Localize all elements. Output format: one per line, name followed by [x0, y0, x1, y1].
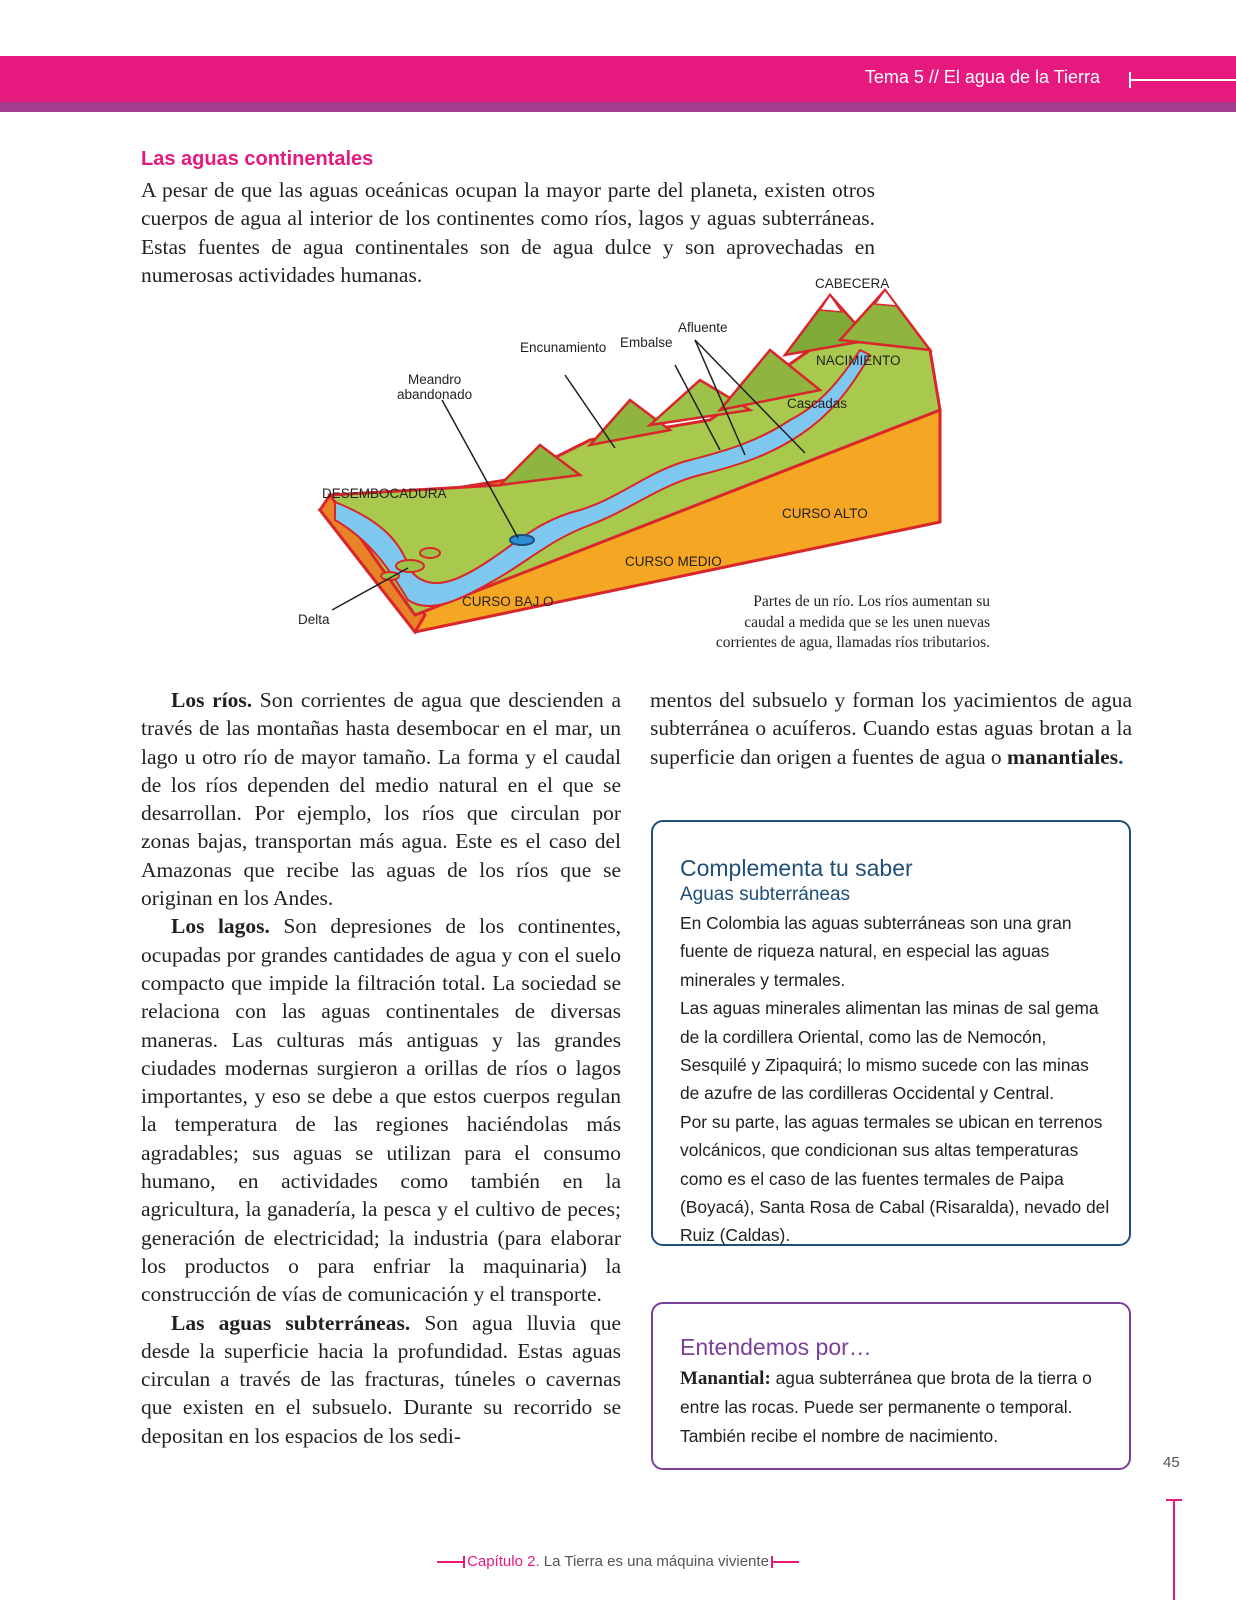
- label-curso-bajo: CURSO BAJ O: [462, 594, 554, 609]
- footer-chapter-title: La Tierra es una máquina viviente: [539, 1553, 769, 1570]
- complementa-saber-p3: Por su parte, las aguas termales se ubican en terrenos volcánicos, que condicionan sus altas temperaturas como es el caso de las fuentes termales de Paipa (Boyacá), Santa Rosa de Cabal (Risaralda), nevado del Ruiz (Caldas).: [680, 1111, 1110, 1246]
- label-embalse: Embalse: [620, 335, 673, 350]
- delta-island-2: [420, 548, 440, 558]
- term-subterraneas: Las aguas subterráneas.: [171, 1310, 411, 1335]
- delta-island-1: [396, 560, 424, 572]
- page-number: 45: [1163, 1454, 1180, 1471]
- glossary-definition: agua subterránea que brota de la tierra o entre las rocas. Puede ser permanente o temporal. También recibe el nombre de nacimiento.: [680, 1368, 1092, 1446]
- label-desembocadura: DESEMBOCADURA: [322, 486, 447, 501]
- glossary-term: Manantial:: [680, 1368, 771, 1389]
- term-lagos: Los lagos.: [171, 914, 270, 939]
- body-left-column: [141, 686, 621, 1450]
- complementa-saber-body: [680, 909, 1113, 1250]
- label-cascadas: Cascadas: [787, 396, 848, 411]
- diagram-caption-line-3: corrientes de agua, llamadas ríos tributarios.: [715, 634, 990, 651]
- label-encunamiento: Encunamiento: [520, 340, 607, 355]
- text-right-end: .: [1118, 744, 1124, 769]
- entendemos-por-box: [651, 1302, 1131, 1470]
- label-nacimiento: NACIMIENTO: [816, 353, 901, 368]
- term-rios: Los ríos.: [171, 688, 253, 712]
- complementa-saber-title: Complementa tu saber: [680, 855, 913, 881]
- intro-paragraph: A pesar de que las aguas oceánicas ocupan la mayor parte del planeta, existen otros cuerpos de agua al interior de los continentes como ríos, lagos y aguas subterráneas. Estas fuentes de agua continentales son de agua dulce y son aprovechadas en numerosas actividades humanas.: [141, 178, 875, 287]
- header-band-lower: [0, 102, 1236, 112]
- diagram-caption-line-1: Partes de un río. Los ríos aumentan su: [753, 593, 990, 610]
- text-subterraneas: Son agua lluvia que desde la superficie hacia la profundidad. Estas aguas circulan a través de las fracturas, túneles o cavernas que existen en el subsuelo. Durante su recorrido se depositan en los espacios de los sedi-: [141, 1310, 621, 1448]
- footer-rule-left: [437, 1561, 465, 1563]
- side-rule: [1173, 1500, 1175, 1600]
- text-rios: Son corrientes de agua que descienden a través de las montañas hasta desembocar en el mar, un lago u otro río de mayor tamaño. La forma y el caudal de los ríos dependen del medio natural en el que se desarrollan. Por ejemplo, los ríos que circulan por zonas bajas, transportan más agua. Este es el caso del Amazonas que recibe las aguas de los ríos que se originan en los Andes.: [141, 688, 621, 911]
- label-meandro-1: Meandro: [408, 372, 462, 387]
- footer: [0, 1553, 1236, 1570]
- label-curso-alto: CURSO ALTO: [782, 506, 868, 521]
- paragraph-subterraneas: [141, 1309, 621, 1450]
- complementa-saber-subtitle: Aguas subterráneas: [680, 884, 851, 905]
- label-curso-medio: CURSO MEDIO: [625, 554, 722, 569]
- label-afluente: Afluente: [678, 320, 728, 335]
- complementa-saber-box: [651, 820, 1131, 1246]
- text-lagos: Son depresiones de los continentes, ocupadas por grandes cantidades de agua y con el suelo compacto que impide la filtración total. La sociedad se relaciona con las aguas continentales de diversas maneras. Las culturas más antiguas y las grandes ciudades modernas surgieron a orillas de ríos o lagos importantes, y eso se debe a que estos cuerpos regulan la temperatura de las regiones haciéndolas más agradables; sus aguas se utilizan para el consumo humano, en actividades como también en la agricultura, la ganadería, la pesca y el cultivo de peces; generación de electricidad; la industria (para elaborar los productos o para enfriar la maquinaria) la construcción de vías de comunicación y el transporte.: [141, 914, 621, 1307]
- header-rule: [1130, 79, 1236, 81]
- footer-chapter-label: Capítulo 2.: [467, 1553, 540, 1570]
- diagram-caption-line-2: caudal a medida que se les unen nuevas: [744, 613, 990, 631]
- complementa-saber-p2: Las aguas minerales alimentan las minas de sal gema de la cordillera Oriental, como las de Nemocón, Sesquilé y Zipaquirá; lo mismo sucede con las minas de azufre de las cordilleras Occidental y Central.: [680, 998, 1099, 1104]
- section-heading: Las aguas continentales: [141, 148, 374, 170]
- oxbow-lake: [510, 535, 534, 545]
- diagram-caption: [650, 592, 990, 654]
- pointer-encunamiento: [565, 375, 615, 448]
- text-right-continuation: mentos del subsuelo y forman los yacimientos de agua subterránea o acuíferos. Cuando estas aguas brotan a la superficie dan origen a fuentes de agua o: [650, 688, 1132, 769]
- label-delta: Delta: [298, 612, 330, 627]
- paragraph-rios: [141, 686, 621, 912]
- entendemos-por-title: Entendemos por…: [680, 1334, 872, 1360]
- body-right-column: [650, 686, 1132, 771]
- entendemos-por-body: [680, 1364, 1113, 1450]
- chapter-theme-title: Tema 5 // El agua de la Tierra: [864, 67, 1100, 87]
- footer-rule-right: [771, 1561, 799, 1563]
- term-manantiales: manantiales: [1007, 744, 1119, 769]
- label-cabecera: CABECERA: [815, 276, 890, 291]
- label-meandro-2: abandonado: [397, 387, 473, 402]
- paragraph-lagos: [141, 912, 621, 1308]
- complementa-saber-p1: En Colombia las aguas subterráneas son una gran fuente de riqueza natural, en especial las aguas minerales y termales.: [680, 913, 1072, 990]
